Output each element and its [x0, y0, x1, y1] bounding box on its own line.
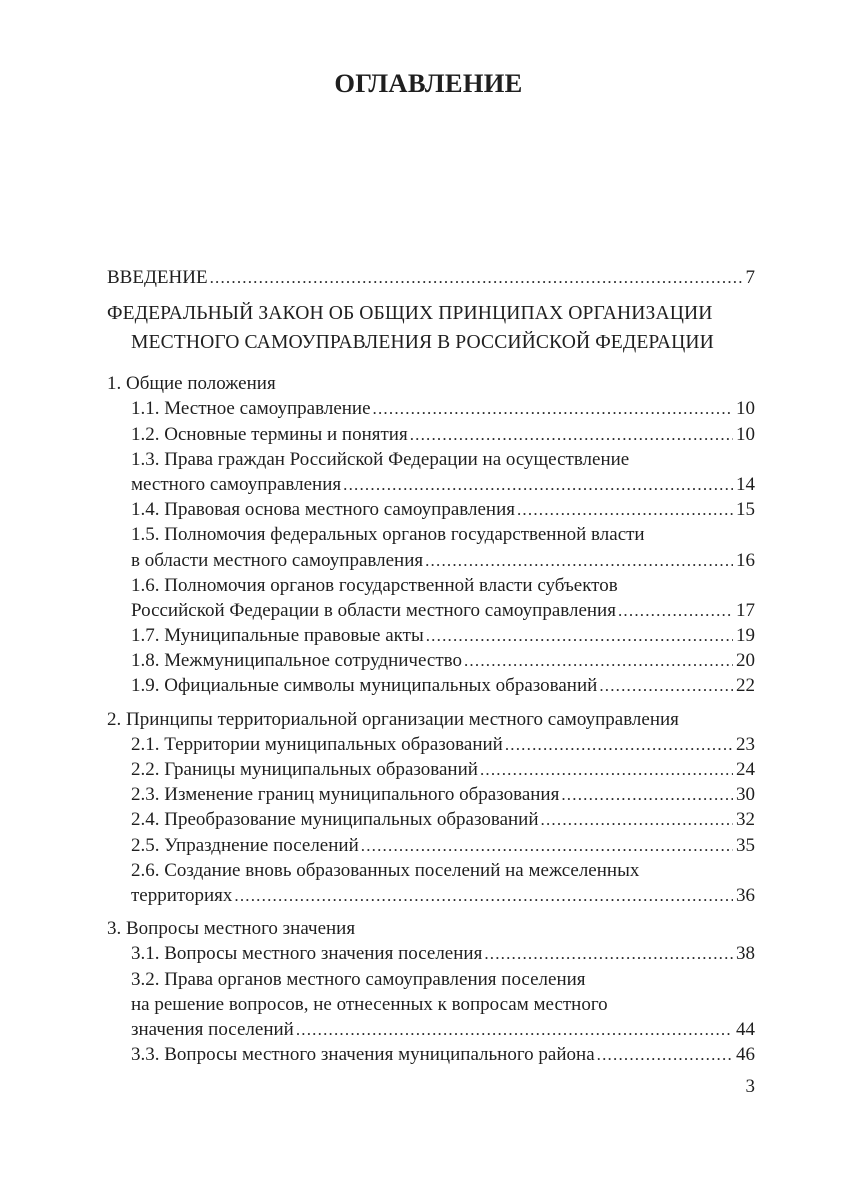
leader-dots: [618, 598, 733, 623]
toc-entry-title-line: 2.6. Создание вновь образованных поселений на межселенных: [131, 859, 640, 881]
toc-entry-row: [131, 757, 755, 782]
toc-entry-page: 10: [736, 398, 755, 420]
toc-entry-page: 15: [736, 499, 755, 521]
toc-entry-row: [131, 941, 755, 966]
leader-dots: [296, 1017, 733, 1042]
toc-entry-row: [131, 732, 755, 757]
leader-dots: [541, 807, 733, 832]
toc-entry[interactable]: [107, 648, 755, 673]
law-heading-line: ФЕДЕРАЛЬНЫЙ ЗАКОН ОБ ОБЩИХ ПРИНЦИПАХ ОРГАНИЗАЦИИ: [107, 303, 713, 325]
toc-entry-title: значения поселений: [131, 1018, 294, 1040]
leader-dots: [484, 941, 733, 966]
toc-entry[interactable]: [107, 623, 755, 648]
toc-entry-row: [131, 422, 755, 447]
toc-entry[interactable]: [107, 497, 755, 522]
toc-entry[interactable]: [107, 422, 755, 447]
toc-entry-title: 1.4. Правовая основа местного самоуправления: [131, 499, 515, 521]
toc-entry[interactable]: [107, 941, 755, 966]
toc-entry-page: 44: [736, 1018, 755, 1040]
toc-entry-title-line: 1.3. Права граждан Российской Федерации на осуществление: [131, 448, 630, 470]
section-heading[interactable]: 3. Вопросы местного значения: [107, 918, 356, 940]
page-number: 3: [745, 1076, 755, 1097]
toc-entry-page: 46: [736, 1044, 755, 1066]
leader-dots: [425, 548, 733, 573]
toc-entry-title: местного самоуправления: [131, 473, 342, 495]
toc-entry-row: [131, 623, 755, 648]
toc-entry-row: [131, 497, 755, 522]
toc-entry-row: [131, 833, 755, 858]
toc-entry-title: 1.1. Местное самоуправление: [131, 398, 371, 420]
toc-entry-title: 3.1. Вопросы местного значения поселения: [131, 943, 483, 965]
toc-entry-title-line: 1.6. Полномочия органов государственной власти субъектов: [131, 574, 618, 596]
toc-entry[interactable]: [107, 1042, 755, 1067]
leader-dots: [597, 1042, 733, 1067]
toc-entry-page: 32: [736, 809, 755, 831]
toc-entry-row: [131, 782, 755, 807]
toc-entry-page: 19: [736, 625, 755, 647]
section-heading[interactable]: 2. Принципы территориальной организации местного самоуправления: [107, 708, 679, 730]
toc-entry-row: [131, 598, 755, 623]
toc-entry-title: 2.1. Территории муниципальных образований: [131, 733, 503, 755]
leader-dots: [410, 422, 733, 447]
toc-entry-page: 23: [736, 733, 755, 755]
leader-dots: [343, 472, 733, 497]
toc-entry-title: 2.5. Упразднение поселений: [131, 834, 359, 856]
toc-entry-row: [131, 548, 755, 573]
toc-entry[interactable]: [107, 858, 755, 908]
toc-entry[interactable]: [107, 573, 755, 623]
table-of-contents: [107, 265, 755, 1067]
toc-entry-page: 35: [736, 834, 755, 856]
toc-entry-title: 2.2. Границы муниципальных образований: [131, 759, 478, 780]
toc-entry[interactable]: [107, 447, 755, 497]
leader-dots: [561, 782, 733, 807]
section-heading[interactable]: 1. Общие положения: [107, 373, 276, 395]
toc-entry-title: ВВЕДЕНИЕ: [107, 267, 208, 288]
toc-entry[interactable]: [107, 967, 755, 1043]
leader-dots: [505, 732, 733, 757]
toc-entry[interactable]: [107, 833, 755, 858]
toc-entry-row: [131, 1042, 755, 1067]
law-heading-line: МЕСТНОГО САМОУПРАВЛЕНИЯ В РОССИЙСКОЙ ФЕДЕРАЦИИ: [131, 332, 714, 354]
toc-entry-title: в области местного самоуправления: [131, 549, 424, 571]
toc-entry-page: 24: [736, 759, 755, 780]
toc-entry-row: [131, 472, 755, 497]
toc-entry-title: территориях: [131, 884, 233, 906]
toc-entry-title: 1.9. Официальные символы муниципальных образований: [131, 675, 598, 697]
toc-entry-title: 2.4. Преобразование муниципальных образований: [131, 809, 539, 831]
leader-dots: [361, 833, 733, 858]
toc-entry-page: 10: [736, 423, 755, 445]
leader-dots: [480, 757, 733, 782]
toc-entry[interactable]: [107, 807, 755, 832]
toc-entry-row: [131, 883, 755, 908]
toc-entry[interactable]: [107, 757, 755, 782]
toc-entry-title: Российской Федерации в области местного самоуправления: [131, 599, 616, 621]
toc-entry-page: 20: [736, 650, 755, 672]
toc-entry-row: [131, 807, 755, 832]
toc-entry-title: 1.8. Межмуниципальное сотрудничество: [131, 650, 462, 672]
toc-entry-page: 30: [736, 784, 755, 806]
toc-entry-title: 1.2. Основные термины и понятия: [131, 423, 408, 445]
leader-dots: [234, 883, 733, 908]
toc-entry[interactable]: [107, 732, 755, 757]
leader-dots: [426, 623, 733, 648]
leader-dots: [210, 265, 743, 290]
toc-entry-intro[interactable]: [107, 265, 755, 290]
leader-dots: [464, 648, 733, 673]
leader-dots: [599, 673, 733, 698]
toc-entry-page: 38: [736, 943, 755, 965]
leader-dots: [517, 497, 733, 522]
law-heading: [107, 299, 755, 357]
page-title: ОГЛАВЛЕНИЕ: [334, 68, 523, 98]
toc-entry[interactable]: [107, 522, 755, 572]
leader-dots: [373, 396, 733, 421]
toc-entry-title: 2.3. Изменение границ муниципального образования: [131, 784, 560, 806]
toc-entry-page: 16: [736, 549, 755, 571]
toc-entry-title-line: на решение вопросов, не отнесенных к вопросам местного: [131, 993, 608, 1015]
toc-entry-title-line: 3.2. Права органов местного самоуправления поселения: [131, 968, 586, 990]
toc-entry-page: 14: [736, 473, 755, 495]
toc-entry-title: 1.7. Муниципальные правовые акты: [131, 625, 424, 647]
toc-entry-row: [131, 648, 755, 673]
toc-entry-page: 22: [736, 675, 755, 697]
toc-entry-row: [131, 396, 755, 421]
toc-entry-title-line: 1.5. Полномочия федеральных органов государственной власти: [131, 524, 645, 546]
toc-sections: [107, 371, 755, 1067]
toc-entry[interactable]: [107, 673, 755, 698]
toc-entry-page: 7: [745, 267, 755, 288]
toc-entry-page: 17: [736, 599, 755, 621]
toc-entry-row: [131, 673, 755, 698]
toc-entry-page: 36: [736, 884, 755, 906]
toc-entry-title: 3.3. Вопросы местного значения муниципального района: [131, 1044, 595, 1066]
toc-entry[interactable]: [107, 782, 755, 807]
toc-entry-row: [131, 1017, 755, 1042]
toc-entry[interactable]: [107, 396, 755, 421]
